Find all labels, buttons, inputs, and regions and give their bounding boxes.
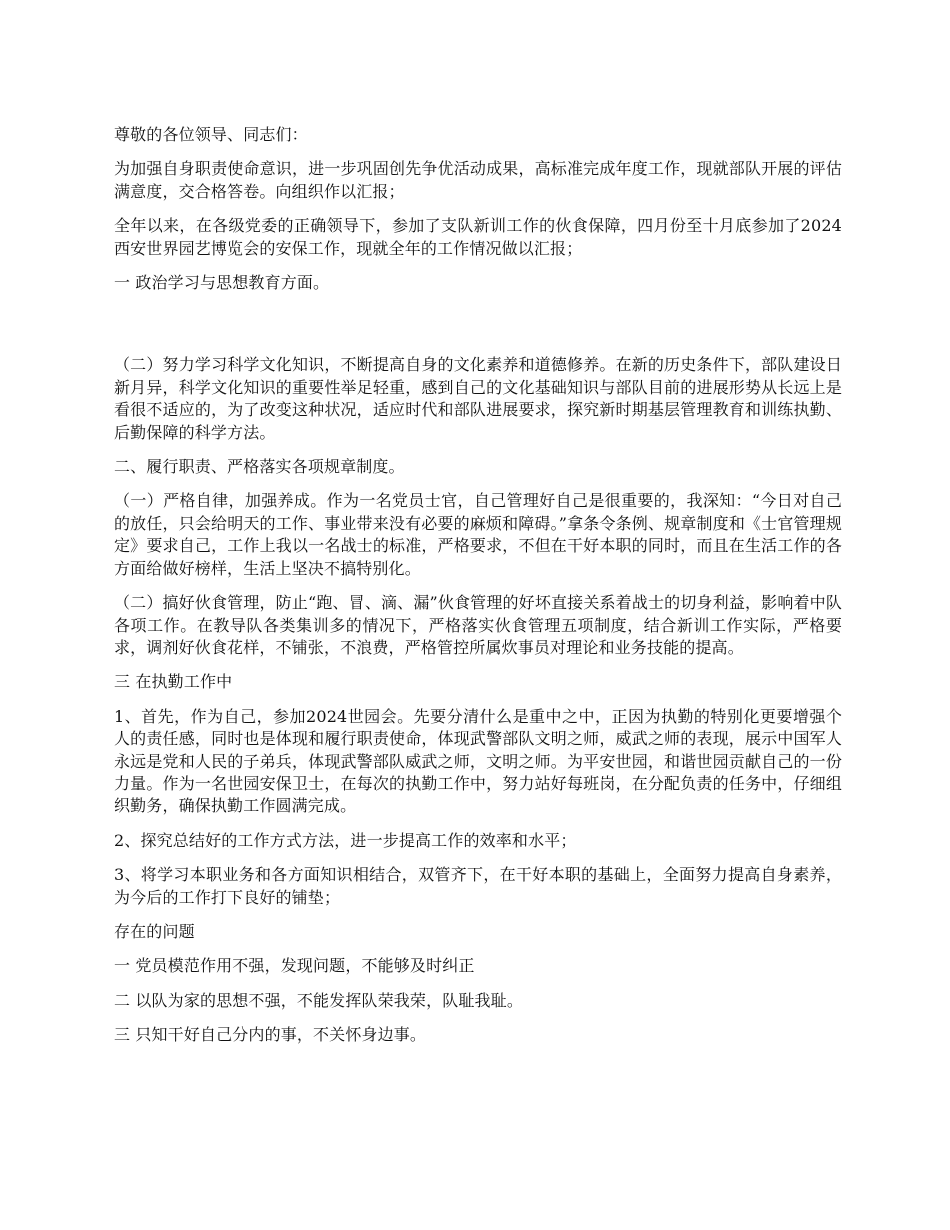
section-heading-political-study: 一 政治学习与思想教育方面。 <box>114 273 330 293</box>
paragraph-culture-study: （二）努力学习科学文化知识，不断提高自身的文化素养和道德修养。在新的历史条件下，部队建设日新月异，科学文化知识的重要性举足轻重，感到自己的文化基础知识与部队目前的进展形势从长远上是看很不适应的，为了改变这种状况，适应时代和部队进展要求，探究新时期基层管理教育和训练执勤、后勤保障的科学方法。 <box>114 355 842 442</box>
problem-item-1: 一 党员模范作用不强，发现问题，不能够及时纠正 <box>114 956 475 976</box>
problem-item-3: 三 只知干好自己分内的事，不关怀身边事。 <box>114 1025 427 1045</box>
document-body <box>114 124 842 1059</box>
salutation: 尊敬的各位领导、同志们： <box>114 125 308 144</box>
paragraph-self-discipline: （一）严格自律，加强养成。作为一名党员士官，自己管理好自己是很重要的，我深知：“今日对自己的放任，只会给明天的工作、事业带来没有必要的麻烦和障碍。”拿条令条例、规章制度和《士官管理规定》要求自己，工作上我以一名战士的标准，严格要求，不但在干好本职的同时，而且在生活工作的各方面给做好榜样，生活上坚决不搞特别化。 <box>114 491 842 578</box>
paragraph-mess-management: （二）搞好伙食管理，防止“跑、冒、滴、漏”伙食管理的好坏直接关系着战士的切身利益，影响着中队各项工作。在教导队各类集训多的情况下，严格落实伙食管理五项制度，结合新训工作实际，严格要求，调剂好伙食花样，不铺张，不浪费，严格管控所属炊事员对理论和业务技能的提高。 <box>114 593 842 657</box>
section-heading-duties: 二、履行职责、严格落实各项规章制度。 <box>114 457 405 477</box>
list-item-3: 3、将学习本职业务和各方面知识相结合，双管齐下，在干好本职的基础上，全面努力提高自身素养，为今后的工作打下良好的铺垫； <box>114 865 842 907</box>
section-heading-duty-work: 三 在执勤工作中 <box>114 672 233 692</box>
overview-paragraph: 全年以来，在各级党委的正确领导下，参加了支队新训工作的伙食保障，四月份至十月底参加了2024西安世界园艺博览会的安保工作，现就全年的工作情况做以汇报； <box>114 216 842 258</box>
problem-item-2: 二 以队为家的思想不强，不能发挥队荣我荣，队耻我耻。 <box>114 990 523 1010</box>
intro-paragraph: 为加强自身职责使命意识，进一步巩固创先争优活动成果，高标准完成年度工作，现就部队开展的评估满意度，交合格答卷。向组织作以汇报； <box>114 159 842 201</box>
list-item-1: 1、首先，作为自己，参加2024世园会。先要分清什么是重中之中，正因为执勤的特别化更要增强个人的责任感，同时也是体现和履行职责使命，体现武警部队文明之师，威武之师的表现，展示中国军人永远是党和人民的子弟兵，体现武警部队威武之师，文明之师。为平安世园，和谐世园贡献自己的一份力量。作为一名世园安保卫士，在每次的执勤工作中，努力站好每班岗，在分配负责的任务中，仔细组织勤务，确保执勤工作圆满完成。 <box>114 706 842 816</box>
section-heading-problems: 存在的问题 <box>114 921 195 941</box>
blank-gap <box>114 306 842 354</box>
list-item-2: 2、探究总结好的工作方式方法，进一步提高工作的效率和水平； <box>114 830 577 850</box>
